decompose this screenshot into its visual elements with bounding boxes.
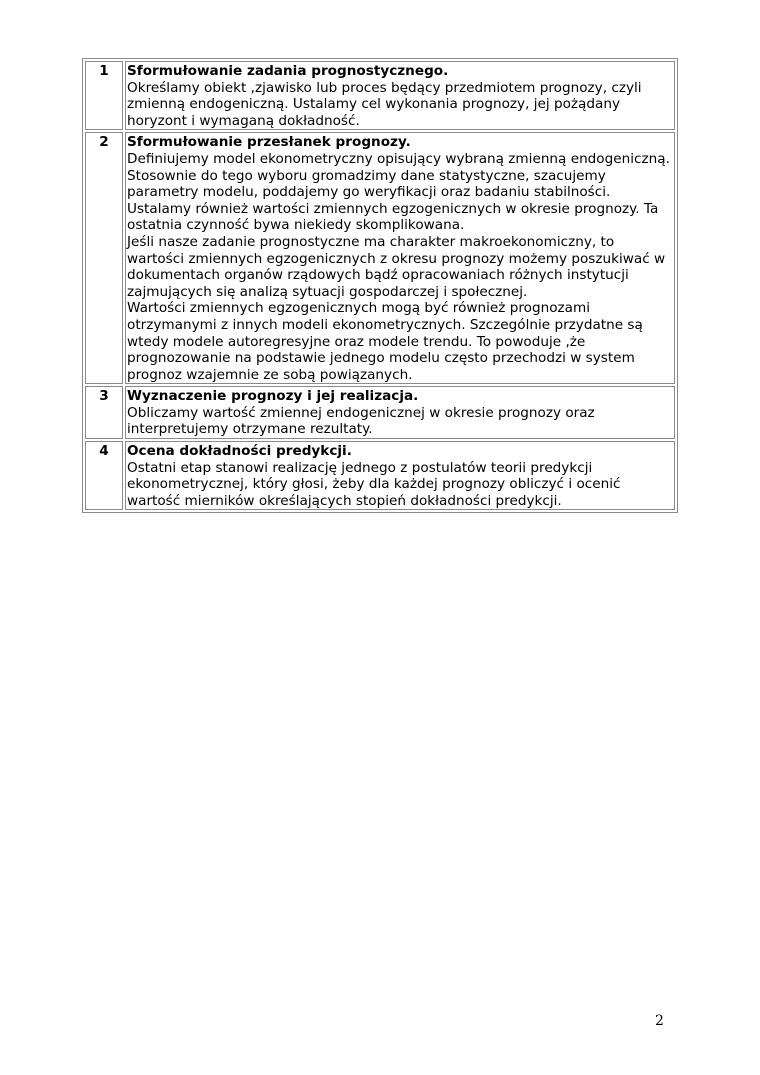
step-content (125, 61, 675, 130)
step-paragraph: Wartości zmiennych egzogenicznych mogą być również prognozami otrzymanymi z innych modeli ekonometrycznych. Szczególnie przydatne są wtedy modele autoregresyjne oraz modele trendu. To powoduje ,że prognozowanie na podstawie jednego modelu często przechodzi w system prognoz wzajemnie ze sobą powiązanych. (127, 300, 643, 383)
steps-table (82, 58, 678, 513)
table-row (85, 386, 675, 439)
step-number: 1 (85, 61, 123, 130)
step-number: 4 (85, 441, 123, 510)
table-row (85, 441, 675, 510)
step-content (125, 441, 675, 510)
step-paragraph: Jeśli nasze zadanie prognostyczne ma charakter makroekonomiczny, to wartości zmiennych egzogenicznych z okresu prognozy możemy poszukiwać w dokumentach organów rządowych bądź opracowaniach różnych instytucji zajmujących się analizą sytuacji gospodarczej i społecznej. (127, 233, 666, 300)
step-number: 3 (85, 386, 123, 439)
step-content (125, 132, 675, 384)
step-paragraph: Ostatni etap stanowi realizację jednego z postulatów teorii predykcji ekonometrycznej, który głosi, żeby dla każdej prognozy obliczyć i ocenić wartość mierników określających stopień dokładności predykcji. (127, 459, 621, 509)
table-row (85, 61, 675, 130)
step-title: Ocena dokładności predykcji. (127, 443, 352, 460)
page-number: 2 (655, 1013, 664, 1029)
step-paragraph: Definiujemy model ekonometryczny opisujący wybraną zmienną endogeniczną. Stosownie do tego wyboru gromadzimy dane statystyczne, szacujemy parametry modelu, poddajemy go weryfikacji oraz badaniu stabilności. Ustalamy również wartości zmiennych egzogenicznych w okresie prognozy. Ta ostatnia czynność bywa niekiedy skomplikowana. (127, 150, 670, 234)
step-content (125, 386, 675, 439)
step-paragraph: Obliczamy wartość zmiennej endogenicznej w okresie prognozy oraz interpretujemy otrzymane rezultaty. (127, 404, 595, 438)
step-title: Sformułowanie zadania prognostycznego. (127, 63, 449, 79)
step-title: Wyznaczenie prognozy i jej realizacja. (127, 388, 419, 405)
step-title: Sformułowanie przesłanek prognozy. (127, 134, 411, 151)
step-paragraph: Określamy obiekt ,zjawisko lub proces będący przedmiotem prognozy, czyli zmienną endogeniczną. Ustalamy cel wykonania prognozy, jej pożądany horyzont i wymaganą dokładność. (127, 79, 642, 129)
step-number: 2 (85, 132, 123, 384)
table-row (85, 132, 675, 384)
